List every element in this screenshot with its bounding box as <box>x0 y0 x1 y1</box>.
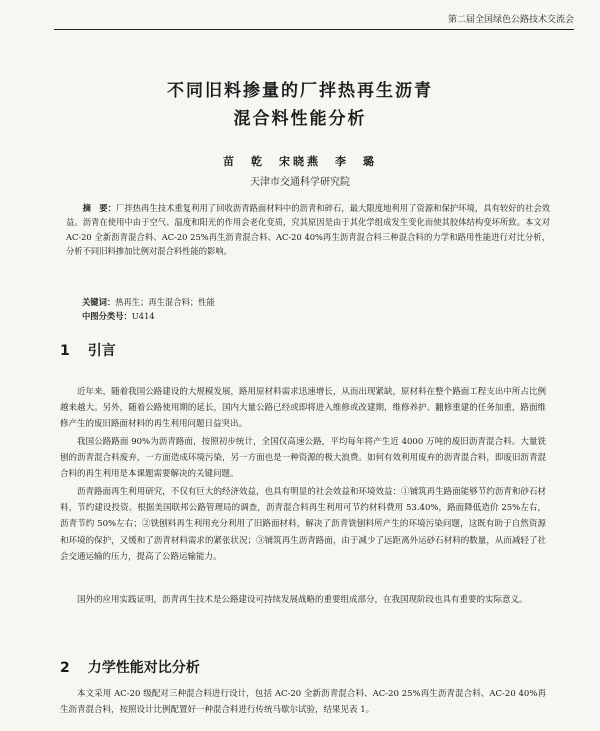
body-paragraph: 近年来，随着我国公路建设的大规模发展，路用原材料需求迅速增长，从而出现紧缺，原材料在整个路面工程支出中所占比例越来越大。另外，随着公路使用期的延长，国内大量公路已经或即将进入维修或改建期，维修养护、翻修重建的任务加重，路面维修产生的废旧路面材料的再生利用问题日益突出。 <box>60 387 546 430</box>
abstract-text: 厂拌热再生技术重复利用了回收沥青路面材料中的沥青和碎石，最大限度地利用了资源和保护环境，具有较好的社会效益。沥青在使用中由于空气、温度和阳光的作用会老化变质，究其原因是由于其化学组成发生变化而使其胶体结构变坏所致。本文对 AC-20 全新沥青混合料、AC-20 25%再生沥青混合料、AC-20 40%再生沥青混合料三种混合料的力学和路用性能进行对比分析，分析不同旧料掺加比例对混合料性能的影响。 <box>66 203 550 256</box>
keywords <box>82 295 215 309</box>
classification-code: U414 <box>131 311 155 321</box>
abstract <box>66 201 550 258</box>
section-heading-1 <box>60 340 116 360</box>
classification <box>82 309 155 323</box>
section-title: 引言 <box>87 343 116 359</box>
body-paragraph: 本文采用 AC-20 级配对三种混合料进行设计，包括 AC-20 全新沥青混合料、AC-20 25%再生沥青混合料、AC-20 40%再生沥青混合料，按照设计比例配置好一种混合料进行传统马歇尔试验，结果见表 1。 <box>60 689 546 716</box>
abstract-label: 摘 要： <box>82 203 116 213</box>
classification-label: 中图分类号： <box>82 311 132 321</box>
paper-title-line-2: 混合料性能分析 <box>233 109 367 129</box>
paper-title-line-1: 不同旧料掺量的厂拌热再生沥青 <box>167 81 433 101</box>
section-number: 1 <box>60 343 70 359</box>
body-paragraph: 沥青路面再生利用研究，不仅有巨大的经济效益，也具有明显的社会效益和环境效益：①铺筑再生路面能够节约沥青和砂石材料，节约建设投资。根据美国联邦公路管理局的调查，沥青混合料再生利用可节约材料费用 53.40%，路面降低造价 25%左右，沥青节约 50%左右；②铣刨料再生利用充分利用了旧路面材料，解决了沥青铣刨料所产生的环境污染问题，这既有助于自然资源和环境的保护，又缓和了沥青材料需求的紧张状况；③铺筑再生沥青路面，由于减少了远距离外运砂石材料的数量，从而减轻了社会交通运输的压力，提高了公路运输能力。 <box>60 487 546 562</box>
body-paragraph: 我国公路路面 90%为沥青路面，按照初步统计，全国仅高速公路，平均每年将产生近 4000 万吨的废旧沥青混合料。大量铣刨的沥青混合料废弃，一方面造成环境污染，另一方面也是一种资源的极大浪费。如何有效利用废弃的沥青混合料，即废旧沥青混合料的再生利用是本课题需要解决的关键问题。 <box>60 437 546 480</box>
keywords-label: 关键词： <box>82 297 116 307</box>
keywords-text: 热再生；再生混合料；性能 <box>115 297 215 307</box>
section-number: 2 <box>60 660 70 676</box>
running-header: 第二届全国绿色公路技术交流会 <box>447 15 574 25</box>
section-heading-2 <box>60 657 200 677</box>
authors: 苗 乾 宋晓燕 李 璐 <box>223 155 377 168</box>
body-paragraph: 国外的应用实践证明，沥青再生技术是公路建设可持续发展战略的重要组成部分，在我国现阶段也具有重要的实际意义。 <box>77 595 528 605</box>
affiliation: 天津市交通科学研究院 <box>250 177 350 188</box>
section-title: 力学性能对比分析 <box>87 660 200 676</box>
